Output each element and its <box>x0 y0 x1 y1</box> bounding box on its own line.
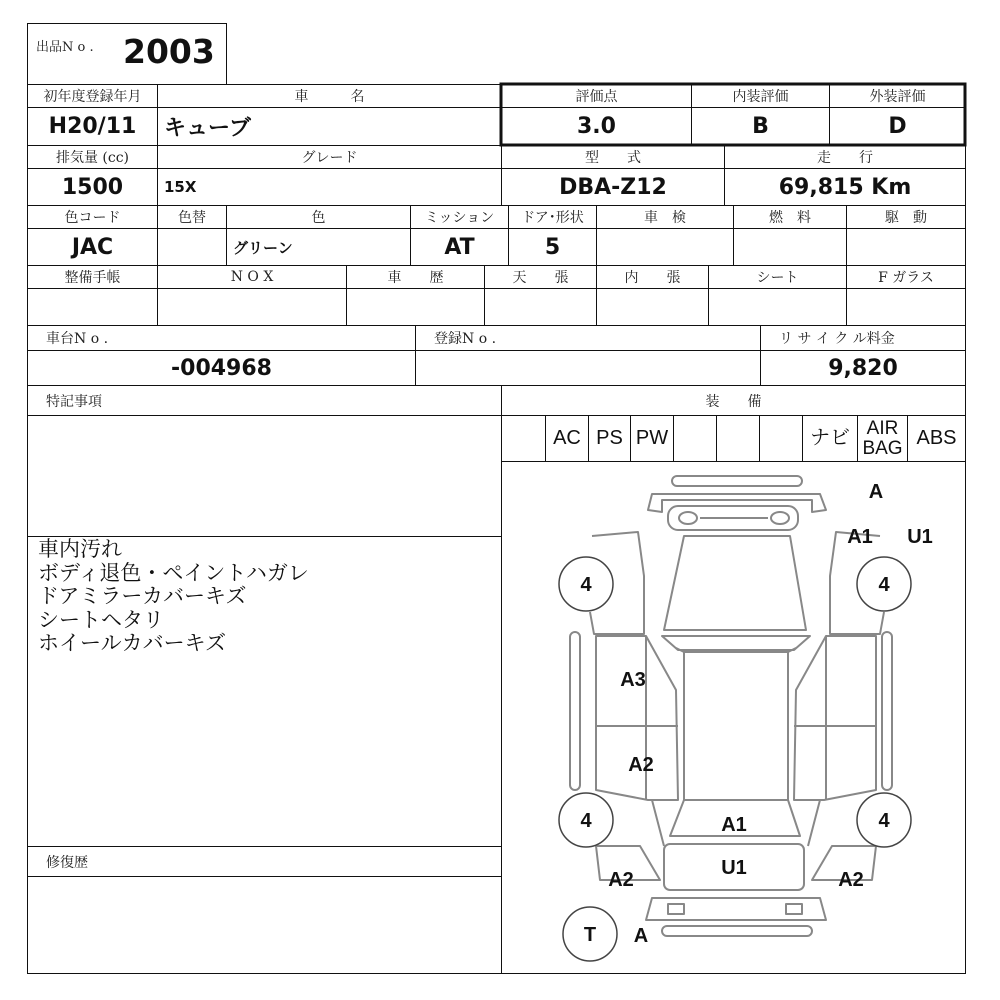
label-front-glass: F ガラス <box>878 270 934 286</box>
note-line: シートヘタリ <box>38 607 164 632</box>
value-mileage: 69,815 Km <box>778 174 912 200</box>
tire-rear-left: 4 <box>580 810 592 832</box>
label-drive: 駆 動 <box>885 210 927 226</box>
label-fuel: 燃 料 <box>769 210 811 226</box>
equipment-pw: PW <box>635 427 669 449</box>
damage-mark: U1 <box>721 857 747 879</box>
label-interior-lining: 内 張 <box>624 270 681 286</box>
label-color-code: 色コード <box>64 210 121 226</box>
label-seat: シート <box>756 270 799 286</box>
label-history: 車 歴 <box>387 270 444 286</box>
equipment-slot <box>717 416 759 461</box>
damage-mark: A <box>868 481 884 503</box>
value-repaint <box>158 229 226 265</box>
car-diagram <box>502 462 965 973</box>
label-chassis-number: 車台N o . <box>46 331 109 347</box>
damage-mark: A2 <box>838 869 864 891</box>
equipment-abs: ABS <box>916 427 957 449</box>
label-inspection: 車 検 <box>644 210 686 226</box>
value-fuel <box>734 229 846 265</box>
label-recycle-fee: リ サ イ ク ル料金 <box>779 331 895 347</box>
damage-mark: A2 <box>608 869 634 891</box>
label-doors: ドア･形状 <box>521 210 584 226</box>
damage-mark: A1 <box>847 526 873 548</box>
label-grade: グレード <box>301 150 358 166</box>
lot-number: 2003 <box>123 32 215 71</box>
label-registration-number: 登録N o . <box>434 331 497 347</box>
label-first-registration: 初年度登録年月 <box>43 89 142 105</box>
label-equipment: 装 備 <box>705 393 762 410</box>
label-roof-lining: 天 張 <box>512 270 569 286</box>
equipment-slot <box>760 416 802 461</box>
value-car-name: キューブ <box>164 116 251 141</box>
tire-rear-right: 4 <box>878 810 890 832</box>
value-displacement: 1500 <box>61 174 124 200</box>
lot-label: 出品N o . <box>36 40 94 55</box>
label-exterior-score: 外装評価 <box>869 89 926 105</box>
value-transmission: AT <box>444 234 475 260</box>
notes-list <box>38 538 498 656</box>
value-color: グリーン <box>233 238 293 257</box>
label-special-notes: 特記事項 <box>46 393 102 410</box>
equipment-slot <box>674 416 716 461</box>
equipment-ac: AC <box>553 427 581 449</box>
value-doors: 5 <box>544 234 561 260</box>
tire-front-left: 4 <box>580 574 592 596</box>
value-score: 3.0 <box>577 114 616 139</box>
damage-mark: A1 <box>721 814 747 836</box>
label-transmission: ミッション <box>424 210 495 226</box>
equipment-airbag: AIR BAG <box>862 417 903 459</box>
value-model: DBA-Z12 <box>559 174 667 200</box>
value-drive <box>847 229 965 265</box>
value-registration-number <box>416 351 760 385</box>
value-exterior-score: D <box>888 114 907 139</box>
equipment-slot <box>502 416 545 461</box>
tire-spare: T <box>583 924 597 946</box>
value-chassis-number: -004968 <box>171 355 272 381</box>
label-maintenance-record: 整備手帳 <box>64 270 121 286</box>
equipment-navi: ナビ <box>810 427 850 449</box>
damage-mark: U1 <box>907 526 933 548</box>
label-displacement: 排気量 (cc) <box>55 150 130 166</box>
label-nox: N O X <box>230 269 274 285</box>
label-repair-history: 修復歴 <box>46 854 88 871</box>
label-score: 評価点 <box>575 89 618 105</box>
value-inspection <box>597 229 733 265</box>
label-mileage: 走 行 <box>817 150 873 166</box>
note-line: ホイールカバーキズ <box>38 631 227 655</box>
note-line: ドアミラーカバーキズ <box>38 584 247 608</box>
label-interior-score: 内装評価 <box>732 89 789 105</box>
damage-mark: A2 <box>628 754 654 776</box>
label-car-name: 車 名 <box>294 89 365 105</box>
equipment-ps: PS <box>596 427 623 449</box>
label-repaint: 色替 <box>178 210 206 226</box>
label-color: 色 <box>311 210 326 226</box>
label-model: 型 式 <box>585 150 641 166</box>
value-color-code: JAC <box>71 234 114 260</box>
value-first-registration: H20/11 <box>48 114 137 139</box>
damage-mark: A <box>633 925 649 947</box>
damage-mark: A3 <box>620 669 646 691</box>
value-grade: 15X <box>164 178 197 196</box>
value-recycle-fee: 9,820 <box>828 355 898 381</box>
note-line: ボディ退色・ペイントハガレ <box>38 560 309 585</box>
note-line: 車内汚れ <box>38 537 122 561</box>
value-interior-score: B <box>752 114 769 139</box>
tire-front-right: 4 <box>878 574 890 596</box>
